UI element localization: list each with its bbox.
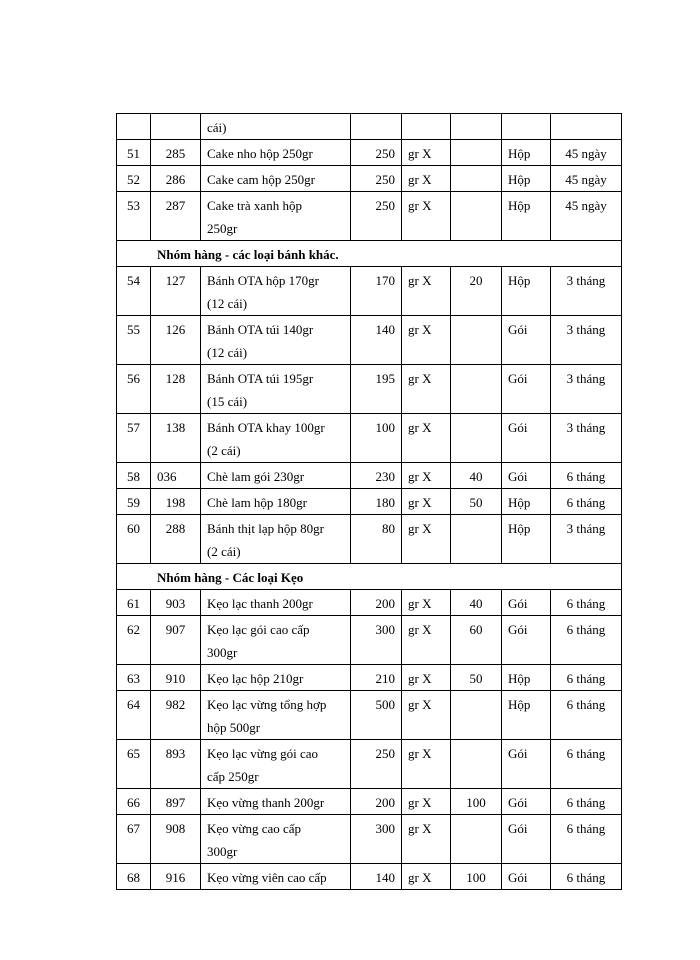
cell-stt: 53: [117, 192, 151, 241]
cell-shelf-life: 6 tháng: [551, 489, 622, 515]
cell-stt: 63: [117, 665, 151, 691]
cell-quantity: [451, 192, 502, 241]
group-header-label: Nhóm hàng - Các loại Kẹo: [117, 564, 622, 590]
product-name-line: Bánh OTA hộp 170gr: [207, 273, 319, 288]
cell-weight: 140: [351, 316, 402, 365]
cell-stt: 57: [117, 414, 151, 463]
cell-weight: 210: [351, 665, 402, 691]
cell-shelf-life: 6 tháng: [551, 815, 622, 864]
cell-stt: 66: [117, 789, 151, 815]
table-row: [117, 489, 622, 515]
table-row: [117, 590, 622, 616]
cell-stt: 65: [117, 740, 151, 789]
cell-code: 285: [151, 140, 201, 166]
cell-shelf-life: 6 tháng: [551, 691, 622, 740]
product-name-line: Cake nho hộp 250gr: [207, 146, 313, 161]
cell-quantity: 100: [451, 864, 502, 890]
cell-code: 288: [151, 515, 201, 564]
cell-code: 897: [151, 789, 201, 815]
cell-packaging: Gói: [502, 815, 551, 864]
cell-stt: 52: [117, 166, 151, 192]
cell-quantity: 20: [451, 267, 502, 316]
cell-product-name: [201, 616, 351, 665]
cell-stt: [117, 114, 151, 140]
cell-packaging: Gói: [502, 616, 551, 665]
cell-weight: 200: [351, 590, 402, 616]
cell-weight: 300: [351, 616, 402, 665]
cell-shelf-life: 3 tháng: [551, 515, 622, 564]
cell-packaging: Hộp: [502, 267, 551, 316]
cell-weight: 100: [351, 414, 402, 463]
group-header-row: [117, 241, 622, 267]
cell-code: 982: [151, 691, 201, 740]
cell-product-name: [201, 114, 351, 140]
table-row: [117, 616, 622, 665]
cell-stt: 61: [117, 590, 151, 616]
cell-packaging: Hộp: [502, 192, 551, 241]
cell-packaging: Hộp: [502, 691, 551, 740]
cell-product-name: [201, 740, 351, 789]
product-name-line: 300gr: [207, 645, 238, 660]
cell-packaging: Hộp: [502, 515, 551, 564]
cell-packaging: Hộp: [502, 489, 551, 515]
cell-shelf-life: 3 tháng: [551, 365, 622, 414]
product-name-line: (15 cái): [207, 394, 248, 409]
cell-packaging: Gói: [502, 316, 551, 365]
cell-quantity: [451, 114, 502, 140]
cell-stt: 54: [117, 267, 151, 316]
cell-shelf-life: 6 tháng: [551, 590, 622, 616]
cell-packaging: Gói: [502, 463, 551, 489]
cell-code: 138: [151, 414, 201, 463]
cell-quantity: [451, 691, 502, 740]
table-row: [117, 365, 622, 414]
cell-packaging: Gói: [502, 789, 551, 815]
table-row: [117, 789, 622, 815]
table-row: [117, 665, 622, 691]
cell-packaging: [502, 114, 551, 140]
cell-product-name: [201, 140, 351, 166]
cell-code: 893: [151, 740, 201, 789]
cell-product-name: [201, 691, 351, 740]
cell-unit: gr X: [402, 140, 451, 166]
cell-code: 907: [151, 616, 201, 665]
product-name-line: (2 cái): [207, 443, 241, 458]
product-name-line: Bánh OTA túi 140gr: [207, 322, 314, 337]
cell-quantity: 50: [451, 489, 502, 515]
table-row: [117, 192, 622, 241]
product-name-line: 250gr: [207, 221, 238, 236]
group-header-label: Nhóm hàng - các loại bánh khác.: [117, 241, 622, 267]
product-name-line: Kẹo vừng cao cấp: [207, 821, 302, 836]
cell-quantity: [451, 140, 502, 166]
cell-unit: gr X: [402, 789, 451, 815]
cell-stt: 60: [117, 515, 151, 564]
table-row: [117, 316, 622, 365]
product-name-line: hộp 500gr: [207, 720, 261, 735]
table-row: [117, 114, 622, 140]
cell-packaging: Gói: [502, 740, 551, 789]
cell-code: 287: [151, 192, 201, 241]
cell-quantity: [451, 515, 502, 564]
cell-stt: 51: [117, 140, 151, 166]
product-name-line: (12 cái): [207, 345, 248, 360]
cell-shelf-life: 45 ngày: [551, 140, 622, 166]
cell-unit: gr X: [402, 691, 451, 740]
cell-weight: 300: [351, 815, 402, 864]
cell-weight: 500: [351, 691, 402, 740]
product-name-line: Cake trà xanh hộp: [207, 198, 302, 213]
product-name-line: Kẹo vừng thanh 200gr: [207, 795, 325, 810]
product-name-line: Kẹo lạc vừng gói cao: [207, 746, 319, 761]
cell-quantity: [451, 815, 502, 864]
cell-shelf-life: 3 tháng: [551, 267, 622, 316]
cell-product-name: [201, 815, 351, 864]
cell-unit: gr X: [402, 166, 451, 192]
cell-unit: gr X: [402, 316, 451, 365]
cell-weight: 200: [351, 789, 402, 815]
product-name-line: Bánh OTA khay 100gr: [207, 420, 325, 435]
product-name-line: Bánh thịt lạp hộp 80gr: [207, 521, 324, 536]
product-name-line: Kẹo lạc hộp 210gr: [207, 671, 304, 686]
cell-unit: gr X: [402, 590, 451, 616]
product-name-line: Chè lam gói 230gr: [207, 469, 305, 484]
cell-weight: 180: [351, 489, 402, 515]
cell-weight: 250: [351, 166, 402, 192]
cell-shelf-life: 6 tháng: [551, 616, 622, 665]
cell-product-name: [201, 166, 351, 192]
table-row: [117, 414, 622, 463]
cell-code: 903: [151, 590, 201, 616]
cell-product-name: [201, 463, 351, 489]
table-row: [117, 463, 622, 489]
cell-code: 127: [151, 267, 201, 316]
cell-product-name: [201, 864, 351, 890]
table-body: [117, 114, 622, 890]
cell-unit: gr X: [402, 192, 451, 241]
cell-unit: [402, 114, 451, 140]
product-name-line: Kẹo lạc gói cao cấp: [207, 622, 310, 637]
cell-product-name: [201, 192, 351, 241]
cell-packaging: Hộp: [502, 166, 551, 192]
cell-code: 286: [151, 166, 201, 192]
cell-weight: 250: [351, 192, 402, 241]
cell-stt: 62: [117, 616, 151, 665]
cell-stt: 55: [117, 316, 151, 365]
cell-shelf-life: 3 tháng: [551, 316, 622, 365]
cell-quantity: [451, 316, 502, 365]
product-name-line: Kẹo lạc vừng tổng hợp: [207, 697, 327, 712]
cell-shelf-life: 6 tháng: [551, 740, 622, 789]
cell-quantity: 100: [451, 789, 502, 815]
table-row: [117, 267, 622, 316]
table-row: [117, 515, 622, 564]
table-row: [117, 864, 622, 890]
cell-shelf-life: 6 tháng: [551, 864, 622, 890]
table-row: [117, 166, 622, 192]
cell-weight: 230: [351, 463, 402, 489]
cell-unit: gr X: [402, 365, 451, 414]
cell-weight: 80: [351, 515, 402, 564]
cell-weight: 250: [351, 140, 402, 166]
cell-packaging: Gói: [502, 414, 551, 463]
product-table: [116, 113, 622, 890]
cell-stt: 64: [117, 691, 151, 740]
cell-product-name: [201, 489, 351, 515]
cell-shelf-life: 45 ngày: [551, 192, 622, 241]
cell-quantity: 50: [451, 665, 502, 691]
cell-code: 908: [151, 815, 201, 864]
cell-quantity: 40: [451, 463, 502, 489]
cell-unit: gr X: [402, 515, 451, 564]
cell-code: 126: [151, 316, 201, 365]
product-name-line: Kẹo lạc thanh 200gr: [207, 596, 313, 611]
cell-unit: gr X: [402, 740, 451, 789]
cell-stt: 59: [117, 489, 151, 515]
product-name-line: Chè lam hộp 180gr: [207, 495, 308, 510]
cell-quantity: [451, 414, 502, 463]
cell-quantity: 60: [451, 616, 502, 665]
cell-weight: 140: [351, 864, 402, 890]
product-name-line: 300gr: [207, 844, 238, 859]
cell-code: 128: [151, 365, 201, 414]
table-row: [117, 691, 622, 740]
cell-stt: 68: [117, 864, 151, 890]
cell-unit: gr X: [402, 864, 451, 890]
cell-unit: gr X: [402, 463, 451, 489]
cell-shelf-life: [551, 114, 622, 140]
product-name-line: cái): [207, 120, 227, 135]
cell-unit: gr X: [402, 815, 451, 864]
cell-unit: gr X: [402, 414, 451, 463]
cell-product-name: [201, 414, 351, 463]
cell-stt: 58: [117, 463, 151, 489]
cell-shelf-life: 45 ngày: [551, 166, 622, 192]
cell-packaging: Gói: [502, 590, 551, 616]
cell-quantity: [451, 740, 502, 789]
cell-code: 916: [151, 864, 201, 890]
cell-unit: gr X: [402, 489, 451, 515]
cell-shelf-life: 6 tháng: [551, 665, 622, 691]
cell-quantity: [451, 365, 502, 414]
cell-packaging: Gói: [502, 365, 551, 414]
cell-product-name: [201, 789, 351, 815]
cell-code: [151, 114, 201, 140]
cell-packaging: Hộp: [502, 140, 551, 166]
cell-code: 036: [151, 463, 201, 489]
cell-unit: gr X: [402, 665, 451, 691]
cell-product-name: [201, 267, 351, 316]
cell-quantity: [451, 166, 502, 192]
cell-product-name: [201, 665, 351, 691]
cell-weight: 170: [351, 267, 402, 316]
cell-code: 910: [151, 665, 201, 691]
product-name-line: Bánh OTA túi 195gr: [207, 371, 314, 386]
cell-product-name: [201, 316, 351, 365]
table-row: [117, 140, 622, 166]
product-name-line: Kẹo vừng viên cao cấp: [207, 870, 327, 885]
group-header-row: [117, 564, 622, 590]
cell-product-name: [201, 515, 351, 564]
cell-packaging: Hộp: [502, 665, 551, 691]
cell-stt: 67: [117, 815, 151, 864]
cell-unit: gr X: [402, 267, 451, 316]
cell-weight: [351, 114, 402, 140]
table-row: [117, 815, 622, 864]
cell-shelf-life: 3 tháng: [551, 414, 622, 463]
cell-weight: 195: [351, 365, 402, 414]
cell-quantity: 40: [451, 590, 502, 616]
table-row: [117, 740, 622, 789]
product-name-line: (2 cái): [207, 544, 241, 559]
cell-code: 198: [151, 489, 201, 515]
product-name-line: (12 cái): [207, 296, 248, 311]
cell-stt: 56: [117, 365, 151, 414]
cell-weight: 250: [351, 740, 402, 789]
cell-packaging: Gói: [502, 864, 551, 890]
cell-unit: gr X: [402, 616, 451, 665]
cell-shelf-life: 6 tháng: [551, 463, 622, 489]
cell-product-name: [201, 365, 351, 414]
cell-shelf-life: 6 tháng: [551, 789, 622, 815]
product-name-line: Cake cam hộp 250gr: [207, 172, 315, 187]
product-name-line: cấp 250gr: [207, 769, 259, 784]
cell-product-name: [201, 590, 351, 616]
